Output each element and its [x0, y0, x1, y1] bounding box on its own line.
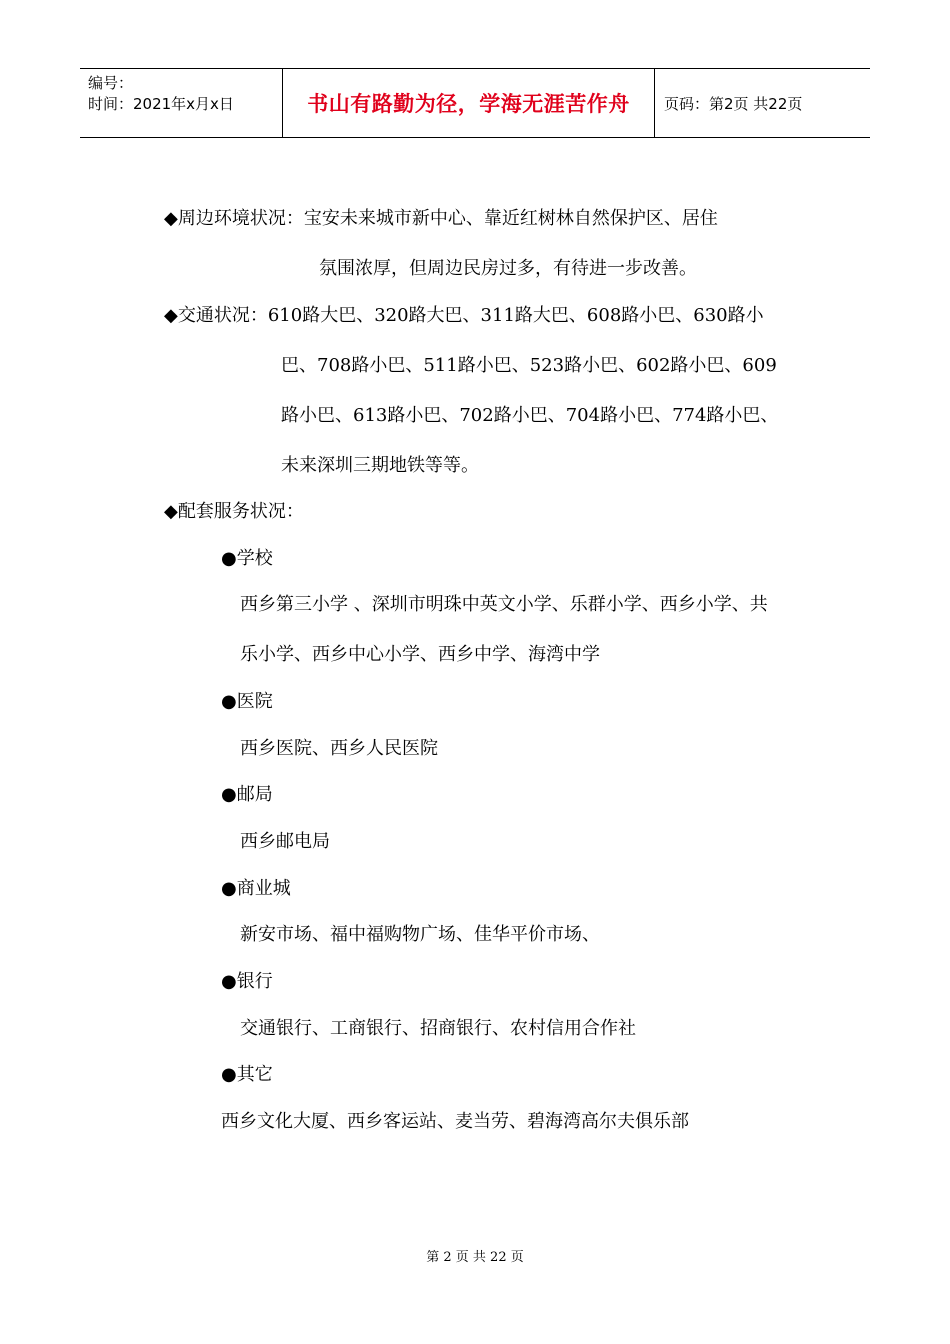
traffic-line-3: 路小巴、613路小巴、702路小巴、704路小巴、774路小巴、	[281, 405, 779, 426]
mall-title: ●商业城	[221, 878, 291, 899]
page-header	[80, 68, 870, 138]
school-line-1: 西乡第三小学 、深圳市明珠中英文小学、乐群小学、西乡小学、共	[240, 594, 768, 615]
other-title: ●其它	[221, 1064, 273, 1085]
traffic-line-2: 巴、708路小巴、511路小巴、523路小巴、602路小巴、609	[281, 355, 777, 376]
traffic-line-4: 未来深圳三期地铁等等。	[281, 455, 479, 476]
time-label: 时间：2021年x月x日	[88, 95, 234, 113]
services-title: ◆配套服务状况：	[164, 501, 304, 522]
bank-line: 交通银行、工商银行、招商银行、农村信用合作社	[240, 1018, 636, 1039]
serial-label: 编号：	[88, 74, 134, 92]
hospital-title: ●医院	[221, 691, 273, 712]
school-title: ●学校	[221, 548, 273, 569]
header-page-label: 页码：第2页 共22页	[664, 94, 803, 113]
other-line: 西乡文化大厦、西乡客运站、麦当劳、碧海湾高尔夫俱乐部	[221, 1111, 689, 1132]
traffic-line-1: ◆交通状况：610路大巴、320路大巴、311路大巴、608路小巴、630路小	[164, 305, 764, 326]
mall-line: 新安市场、福中福购物广场、佳华平价市场、	[240, 924, 600, 945]
hospital-line: 西乡医院、西乡人民医院	[240, 738, 438, 759]
header-motto: 书山有路勤为径，学海无涯苦作舟	[282, 69, 655, 137]
bank-title: ●银行	[221, 971, 273, 992]
page-footer: 第 2 页 共 22 页	[426, 1250, 524, 1265]
header-meta	[80, 69, 282, 137]
env-line-2: 氛围浓厚，但周边民房过多，有待进一步改善。	[319, 258, 697, 279]
post-title: ●邮局	[221, 784, 273, 805]
post-line: 西乡邮电局	[240, 831, 330, 852]
env-line-1: ◆周边环境状况：宝安未来城市新中心、靠近红树林自然保护区、居住	[164, 208, 718, 229]
school-line-2: 乐小学、西乡中心小学、西乡中学、海湾中学	[240, 644, 600, 665]
